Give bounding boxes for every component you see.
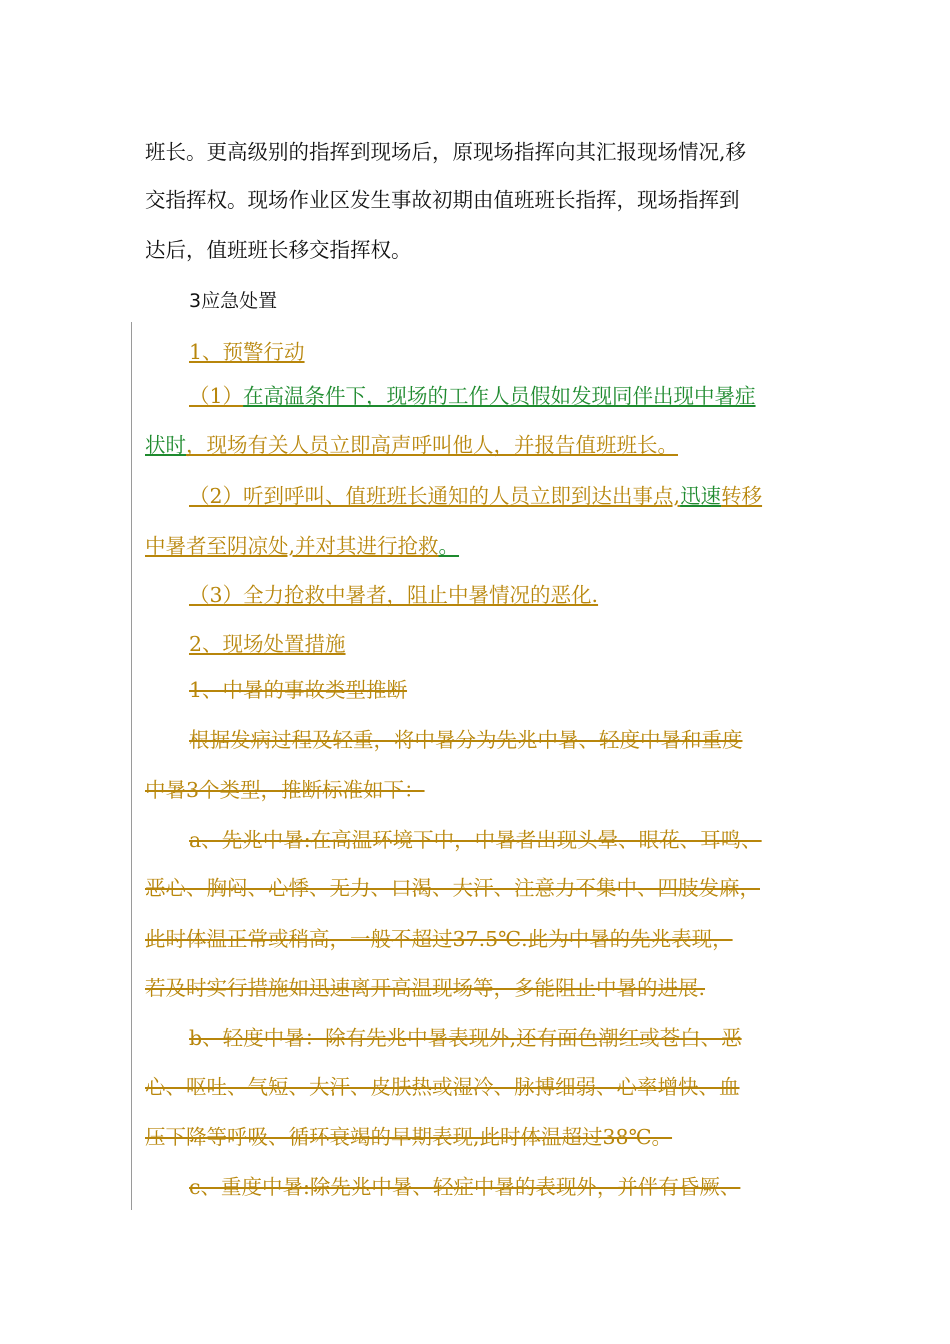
inserted-text-green: 在高温条件下，现场的工作人员假如发现同伴出现中暑症 <box>243 384 756 408</box>
deleted-item-a-line: 若及时实行措施如迅速离开高温现场等，多能阻止中暑的进展. <box>145 976 706 1000</box>
warning-item-1-line-1 <box>189 382 756 410</box>
inserted-text-green: 状时 <box>145 433 186 457</box>
inserted-text: ，现场有关人员立即高声呼叫他人，并报告值班班长。 <box>186 433 678 457</box>
warning-item-2-line-1 <box>189 482 762 510</box>
deleted-item-b-line: 压下降等呼吸、循环衰竭的早期表现,此时体温超过38℃。 <box>145 1125 673 1149</box>
deleted-item-b-line: b、轻度中暑：除有先兆中暑表现外,还有面色潮红或苍白、恶 <box>189 1026 742 1050</box>
paragraph-line: 达后，值班班长移交指挥权。 <box>145 238 412 262</box>
warning-item-2-line-2 <box>145 532 459 560</box>
warning-heading: 1、预警行动 <box>189 340 305 364</box>
revision-change-bar <box>131 322 132 1210</box>
inserted-text: 转移 <box>721 484 763 508</box>
warning-item-3: （3）全力抢救中暑者，阻止中暑情况的恶化. <box>189 583 599 607</box>
deleted-item-c-line: c、重度中暑:除先兆中暑、轻症中暑的表现外，并伴有昏厥、 <box>189 1175 741 1199</box>
paragraph-line: 班长。更高级别的指挥到现场后，原现场指挥向其汇报现场情况,移 <box>145 140 747 164</box>
inserted-text: （2）听到呼叫、值班班长通知的人员立即到达出事点, <box>189 484 681 508</box>
deleted-item-a-line: a、先兆中暑:在高温环境下中，中暑者出现头晕、眼花、耳鸣、 <box>189 828 762 852</box>
warning-item-1-line-2 <box>145 431 678 459</box>
section-heading: 3应急处置 <box>189 290 278 312</box>
deleted-item-b-line: 心、呕吐、气短、大汗、皮肤热或湿冷、脉搏细弱、心率增快、血 <box>145 1075 740 1099</box>
deleted-intro-line: 中暑3个类型，推断标准如下： <box>145 778 425 802</box>
paragraph-line: 交指挥权。现场作业区发生事故初期由值班班长指挥，现场指挥到 <box>145 188 740 212</box>
inserted-text: （1） <box>189 384 244 408</box>
deleted-item-a-line: 此时体温正常或稍高，一般不超过37.5℃.此为中暑的先兆表现， <box>145 927 733 951</box>
deleted-item-a-line: 恶心、胸闷、心悸、无力、口渴、大汗、注意力不集中、四肢发麻， <box>145 876 760 900</box>
deleted-intro-line: 根据发病过程及轻重，将中暑分为先兆中暑、轻度中暑和重度 <box>189 728 743 752</box>
inserted-text-green: 迅速 <box>680 484 722 508</box>
deleted-sub-heading: 1、中暑的事故类型推断 <box>189 678 408 702</box>
inserted-text-green: 。 <box>438 534 460 558</box>
inserted-text: 中暑者至阴凉处,并对其进行抢救 <box>145 534 439 558</box>
measures-heading: 2、现场处置措施 <box>189 632 346 656</box>
